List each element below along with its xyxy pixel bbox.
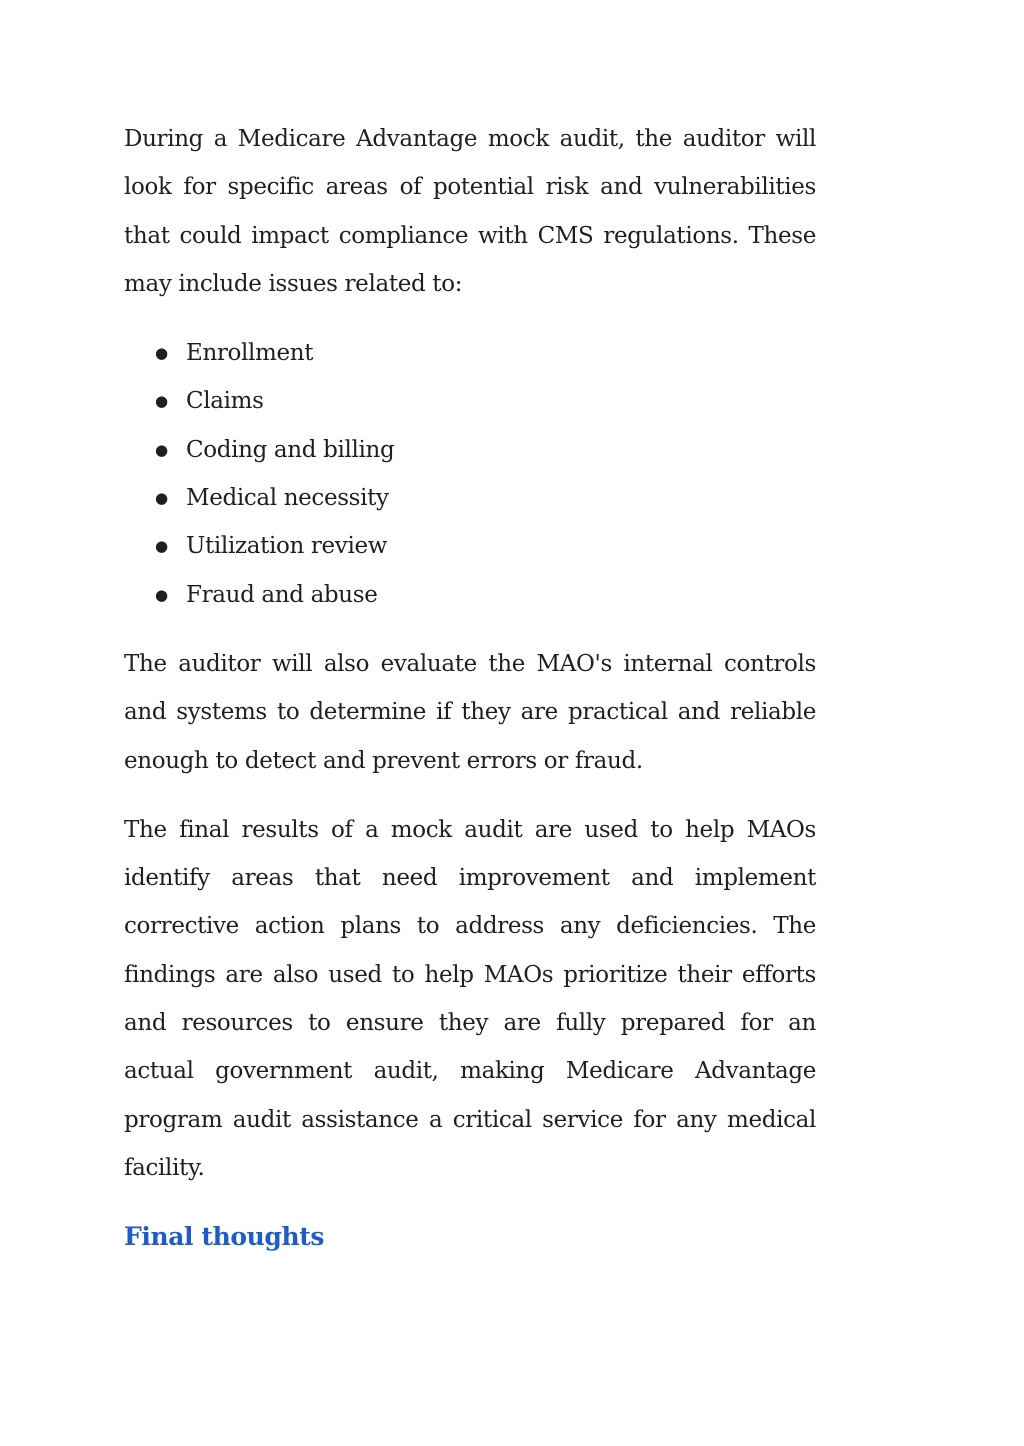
- list-item: [124, 571, 816, 619]
- list-item: [124, 474, 816, 522]
- bullet-icon: ●: [155, 344, 168, 363]
- bullet-icon: ●: [155, 489, 168, 508]
- list-item: [124, 329, 816, 377]
- section-heading: Final thoughts: [124, 1222, 325, 1252]
- controls-paragraph: The auditor will also evaluate the MAO's internal controls and systems to determine if they are practical and reliable enough to detect and prevent errors or fraud.: [124, 650, 816, 774]
- intro-paragraph: During a Medicare Advantage mock audit, the auditor will look for specific areas of potential risk and vulnerabilities that could impact compliance with CMS regulations. These may include issues related to:: [124, 126, 816, 297]
- list-item-label: Coding and billing: [186, 436, 395, 463]
- list-item: [124, 377, 816, 425]
- issues-list: [124, 329, 816, 619]
- document-page: [124, 115, 816, 1261]
- bullet-icon: ●: [155, 585, 168, 604]
- bullet-icon: ●: [155, 537, 168, 556]
- list-item: [124, 522, 816, 570]
- results-paragraph: The final results of a mock audit are used to help MAOs identify areas that need improvement and implement corrective action plans to address any deficiencies. The findings are also used to help MAOs prioritize their efforts and resources to ensure they are fully prepared for an actual government audit, making Medicare Advantage program audit assistance a critical service for any medical facility.: [124, 816, 816, 1181]
- list-item-label: Medical necessity: [186, 485, 389, 512]
- bullet-icon: ●: [155, 392, 168, 411]
- list-item: [124, 426, 816, 474]
- list-item-label: Enrollment: [186, 340, 314, 367]
- list-item-label: Fraud and abuse: [186, 581, 378, 608]
- list-item-label: Utilization review: [186, 533, 388, 560]
- bullet-icon: ●: [155, 440, 168, 459]
- list-item-label: Claims: [186, 388, 264, 415]
